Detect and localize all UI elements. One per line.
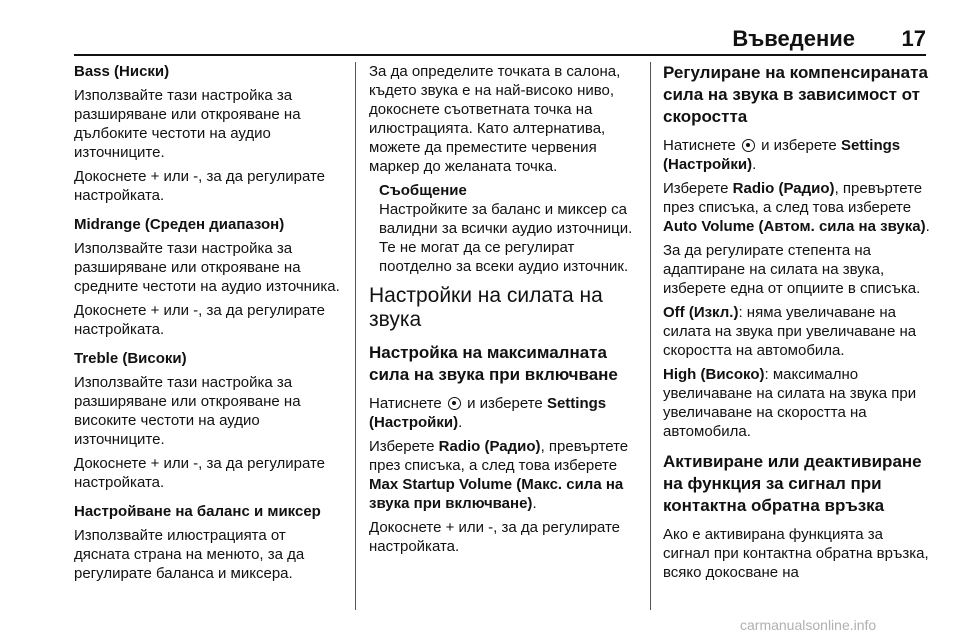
bass-touch: Докоснете + или -, за да регулирате настройката. — [74, 168, 326, 204]
midrange-heading: Midrange (Среден диапазон) — [74, 216, 285, 233]
balance-heading: Настройване на баланс и миксер — [74, 503, 321, 520]
auto-step-3: За да регулирате степента на адаптиране на силата на звука, изберете една от опциите в списъка. — [663, 242, 921, 297]
column-left — [74, 62, 344, 610]
chapter-title: Въведение — [732, 26, 855, 51]
midrange-body: Използвайте тази настройка за разширяване или открояване на средните честоти на аудио източника. — [74, 240, 340, 295]
startup-step-3: Докоснете + или -, за да регулирате настройката. — [369, 519, 621, 555]
bass-heading: Bass (Ниски) — [74, 63, 170, 80]
column-divider — [355, 62, 356, 610]
column-middle — [369, 62, 637, 610]
page-header — [0, 0, 960, 56]
midrange-touch: Докоснете + или -, за да регулирате настройката. — [74, 302, 326, 338]
option-high: High (Високо): максимално увеличаване на силата на звука при увеличаване на скоростта на автомобила. — [663, 366, 917, 440]
note-body: Настройките за баланс и миксер са валидни за всички аудио източници. Те не могат да се регулират поотделно за всеки аудио източник. — [379, 201, 633, 275]
auto-volume-heading: Регулиране на компенсираната сила на звука в зависимост от скоростта — [663, 63, 928, 126]
treble-heading: Treble (Високи) — [74, 350, 187, 367]
feedback-heading: Активиране или деактивиране на функция за сигнал при контактна обратна връзка — [663, 452, 922, 515]
home-icon — [742, 139, 755, 152]
home-icon — [448, 397, 461, 410]
feedback-body: Ако е активирана функцията за сигнал при контактна обратна връзка, всяко докосване на — [663, 526, 929, 581]
column-divider — [650, 62, 651, 610]
treble-body: Използвайте тази настройка за разширяване или открояване на високите честоти на аудио източниците. — [74, 374, 301, 448]
startup-step-2: Изберете Radio (Радио), превъртете през списъка, а след това изберете Max Startup Volume (Макс. сила на звука при включване). — [369, 438, 629, 512]
auto-step-2: Изберете Radio (Радио), превъртете през списъка, а след това изберете Auto Volume (Автом. сила на звука). — [663, 180, 930, 235]
treble-touch: Докоснете + или -, за да регулирате настройката. — [74, 455, 326, 491]
header-rule — [74, 54, 926, 56]
watermark: carmanualsonline.info — [740, 617, 877, 633]
column-right — [663, 62, 933, 610]
startup-volume-heading: Настройка на максималната сила на звука при включване — [369, 343, 618, 384]
page-number: 17 — [901, 26, 926, 51]
bass-body: Използвайте тази настройка за разширяване или открояване на дълбоките честоти на аудио източниците. — [74, 87, 301, 161]
section-title: Настройки на силата на звука — [369, 284, 603, 331]
balance-intro: За да определите точката в салона, където звука е на най-високо ниво, докоснете съответната точка на илюстрацията. Като алтернатива, можете да преместите червения маркер до желаната точка. — [369, 63, 621, 175]
option-off: Off (Изкл.): няма увеличаване на силата на звука при увеличаване на скоростта на автомобила. — [663, 304, 917, 359]
balance-body: Използвайте илюстрацията от дясната страна на менюто, за да регулирате баланса и миксера. — [74, 527, 305, 582]
auto-step-1: Натиснете и изберете Settings (Настройки). — [663, 137, 901, 173]
note-box — [369, 181, 637, 276]
startup-step-1: Натиснете и изберете Settings (Настройки). — [369, 395, 607, 431]
note-title: Съобщение — [379, 182, 467, 199]
